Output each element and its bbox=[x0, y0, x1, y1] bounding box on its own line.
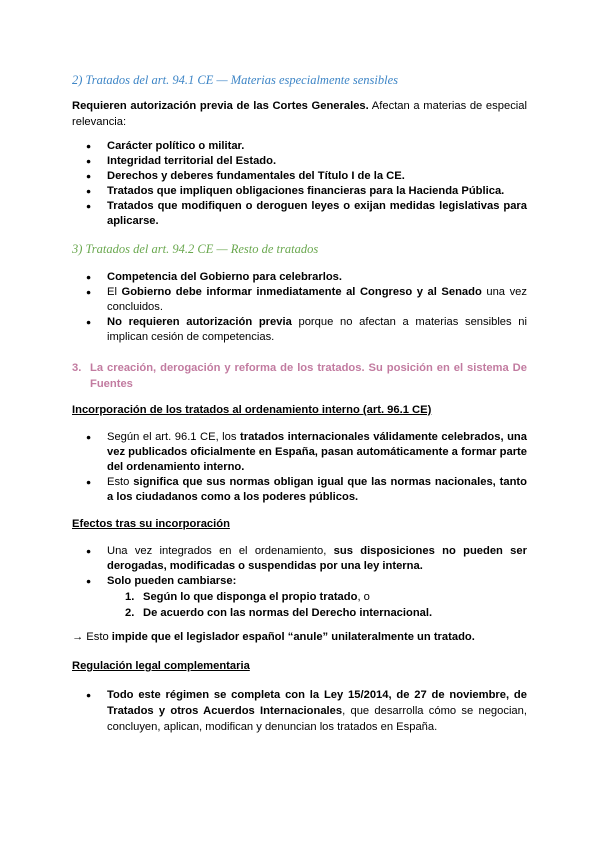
arrow-text: → Esto bbox=[72, 631, 112, 643]
item-text-bold: Gobierno debe informar inmediatamente al Congreso y al Senado bbox=[121, 286, 482, 298]
item-text: , que desarrolla cómo se negocian, concluyen, aplican, modifican y denuncian los tratados en España. bbox=[107, 705, 527, 733]
item-number: 2. bbox=[125, 607, 135, 619]
list-item bbox=[72, 430, 527, 475]
list-item bbox=[72, 544, 527, 574]
section-3-title bbox=[72, 360, 527, 392]
list-regulacion bbox=[72, 687, 527, 735]
item-text: Esto bbox=[107, 476, 134, 488]
item-text-bold: sus disposiciones no pueden ser derogadas, modificadas o suspendidas por una ley interna. bbox=[107, 545, 527, 572]
item-text: Según el art. 96.1 CE, los bbox=[107, 431, 240, 443]
numbered-list-cambios bbox=[125, 589, 432, 621]
item-text: una vez concluidos. bbox=[107, 286, 527, 313]
item-number: 1. bbox=[125, 591, 135, 603]
list-item: ● Tratados que modifiquen o deroguen leyes o exijan medidas legislativas para aplicarse. bbox=[72, 199, 527, 229]
list-incorporacion bbox=[72, 430, 527, 505]
list-materias-sensibles bbox=[72, 139, 527, 229]
list-item bbox=[72, 270, 527, 285]
intro-bold: Requieren autorización previa de las Cortes Generales. bbox=[72, 100, 369, 112]
item-text: El bbox=[107, 286, 122, 298]
arrow-note bbox=[72, 631, 475, 643]
numbered-item bbox=[125, 589, 432, 605]
list-item: ● Carácter político o militar. bbox=[72, 139, 527, 154]
heading-tratados-94-2: 3) Tratados del art. 94.2 CE — Resto de tratados bbox=[72, 242, 319, 256]
list-item: ● Derechos y deberes fundamentales del Título I de la CE. bbox=[72, 169, 527, 184]
intro-rest: Afectan a materias de especial relevancia: bbox=[72, 100, 527, 128]
item-text-bold: No requieren autorización previa bbox=[107, 316, 292, 328]
section-title: La creación, derogación y reforma de los tratados. Su posición en el sistema De Fuentes bbox=[90, 362, 527, 390]
heading-efectos: Efectos tras su incorporación bbox=[72, 518, 230, 530]
item-text-bold: Según lo que disponga el propio tratado bbox=[143, 591, 358, 603]
item-text: Una vez integrados en el ordenamiento, bbox=[107, 545, 334, 557]
item-text: Competencia del Gobierno para celebrarlos. bbox=[107, 271, 343, 283]
list-item bbox=[72, 315, 527, 345]
numbered-item bbox=[125, 605, 432, 621]
list-item: ● Tratados que impliquen obligaciones financieras para la Hacienda Pública. bbox=[72, 184, 527, 199]
section-number: 3. bbox=[72, 362, 82, 374]
list-item bbox=[72, 574, 527, 589]
list-item bbox=[72, 687, 527, 735]
heading-regulacion: Regulación legal complementaria bbox=[72, 660, 250, 672]
item-text-bold: De acuerdo con las normas del Derecho internacional. bbox=[143, 607, 433, 619]
heading-incorporacion: Incorporación de los tratados al ordenamiento interno (art. 96.1 CE) bbox=[72, 404, 432, 416]
item-text-bold: significa que sus normas obligan igual que las normas nacionales, tanto a los ciudadanos como a los poderes públicos. bbox=[107, 476, 527, 503]
item-text-bold: Todo este régimen se completa con la Ley 15/2014, de 27 de noviembre, de Tratados y otros Acuerdos Internacionales bbox=[107, 689, 527, 717]
heading-tratados-94-1: 2) Tratados del art. 94.1 CE — Materias especialmente sensibles bbox=[72, 73, 399, 87]
list-item bbox=[72, 285, 527, 315]
item-text: , o bbox=[357, 591, 370, 603]
list-resto-tratados bbox=[72, 270, 527, 345]
arrow-text-bold: impide que el legislador español “anule” unilateralmente un tratado. bbox=[111, 631, 475, 643]
item-text-bold: Solo pueden cambiarse: bbox=[107, 575, 237, 587]
list-item bbox=[72, 475, 527, 505]
list-item: ● Integridad territorial del Estado. bbox=[72, 154, 527, 169]
list-efectos bbox=[72, 544, 527, 589]
paragraph-autorizacion bbox=[72, 98, 527, 130]
item-text: porque no afectan a materias sensibles ni implican cesión de competencias. bbox=[107, 316, 528, 343]
item-text-bold: tratados internacionales válidamente celebrados, una vez publicados oficialmente en España, pasan automáticamente a formar parte del ordenamiento interno. bbox=[107, 431, 527, 473]
